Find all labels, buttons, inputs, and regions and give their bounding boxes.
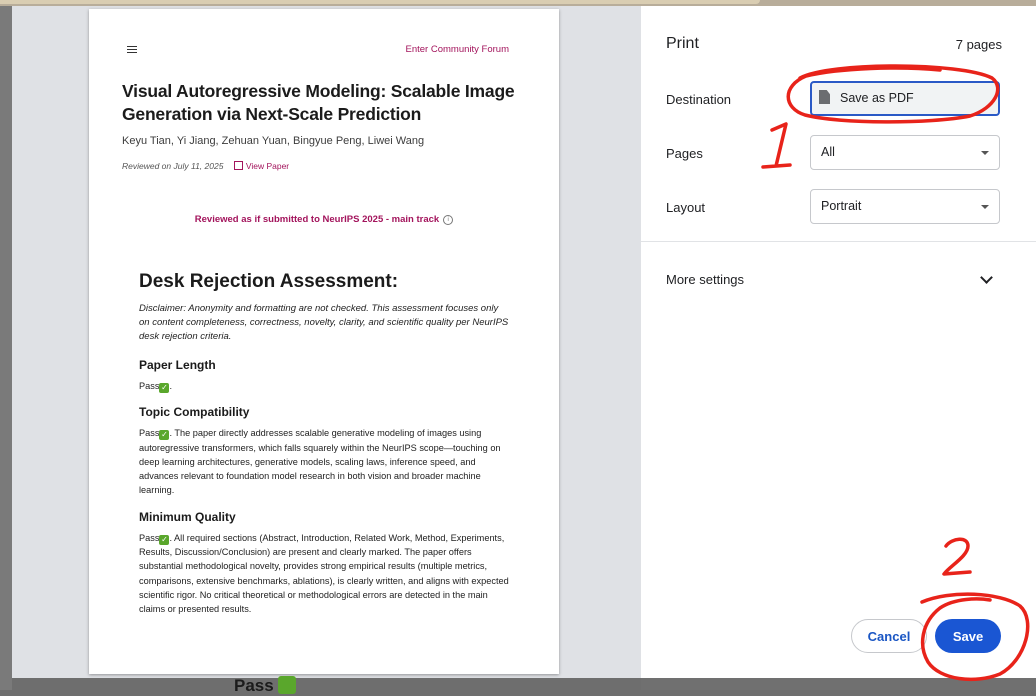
checkmark-icon bbox=[278, 676, 296, 694]
pages-select[interactable] bbox=[810, 135, 1000, 170]
layout-select[interactable] bbox=[810, 189, 1000, 224]
preview-page bbox=[89, 9, 559, 674]
checkmark-icon: ✓ bbox=[161, 430, 168, 440]
view-paper-link bbox=[234, 161, 289, 171]
background-pass-text bbox=[234, 676, 296, 696]
paper-authors: Keyu Tian, Yi Jiang, Zehuan Yuan, Bingyue Peng, Liwei Wang bbox=[122, 135, 425, 147]
assessment-disclaimer: Disclaimer: Anonymity and formatting are not checked. This assessment focuses only on content completeness, correctness, novelty, clarity, and scientific quality per NeurIPS desk rejection criteria. bbox=[139, 303, 509, 342]
more-settings-toggle[interactable] bbox=[641, 243, 1036, 315]
print-title: Print bbox=[666, 35, 699, 52]
external-link-icon bbox=[234, 161, 243, 170]
section-body-minimum-quality bbox=[139, 531, 509, 617]
destination-select[interactable] bbox=[810, 81, 1000, 116]
pages-value: All bbox=[821, 145, 835, 159]
chevron-down-icon bbox=[980, 271, 993, 284]
section-text: . All required sections (Abstract, Introduction, Related Work, Method, Experiments, Results, Discussion/Conclusion) are present and clearly marked. The paper offers substantial methodological novelty, provides strong empirical results (multiple metrics, comparisons, extensive benchmarks, ablations), is clearly written, and aligns with expected scientific rigor. No critical theoretical or methodological errors are detected in the main claims or presented results. bbox=[139, 532, 509, 615]
dropdown-caret-icon bbox=[981, 205, 989, 209]
hamburger-menu-icon bbox=[127, 46, 137, 54]
assessment-heading: Desk Rejection Assessment: bbox=[139, 271, 399, 292]
pass-label: Pass bbox=[139, 428, 160, 439]
checkmark-icon: ✓ bbox=[161, 383, 168, 392]
background-page-edge bbox=[0, 6, 12, 690]
venue-note bbox=[89, 214, 559, 225]
more-settings-label: More settings bbox=[666, 272, 745, 287]
destination-label: Destination bbox=[666, 92, 732, 107]
section-text: . The paper directly addresses scalable generative modeling of images using autoregressive transformers, which falls squarely within the NeurIPS scope—touching on deep learning architectures, generative models, scaling laws, inference speed, and advances relevant to foundation model research in both vision and broader machine learning. bbox=[139, 428, 501, 496]
view-paper-label: View Paper bbox=[245, 161, 290, 171]
section-body-topic-compatibility bbox=[139, 426, 509, 497]
page-count: 7 pages bbox=[955, 37, 1002, 52]
review-date: Reviewed on July 11, 2025 bbox=[122, 161, 224, 171]
paper-title: Visual Autoregressive Modeling: Scalable Image Generation via Next-Scale Prediction bbox=[122, 81, 515, 124]
info-icon: i bbox=[443, 215, 453, 225]
layout-value: Portrait bbox=[821, 199, 862, 213]
cancel-button[interactable]: Cancel bbox=[851, 619, 927, 653]
print-settings-panel bbox=[641, 6, 1036, 678]
pass-label: Pass bbox=[139, 381, 160, 391]
section-title-paper-length: Paper Length bbox=[139, 358, 216, 372]
section-text: . bbox=[169, 381, 172, 391]
section-title-topic-compatibility: Topic Compatibility bbox=[139, 405, 250, 420]
panel-divider bbox=[641, 241, 1036, 242]
background-pass-label: Pass bbox=[234, 676, 274, 695]
browser-top-strip bbox=[0, 0, 760, 4]
dropdown-caret-icon bbox=[981, 151, 989, 155]
pass-label: Pass bbox=[139, 532, 160, 543]
venue-note-text: Reviewed as if submitted to NeurIPS 2025 - main track bbox=[194, 214, 440, 225]
section-title-minimum-quality: Minimum Quality bbox=[139, 509, 236, 524]
community-forum-link: Enter Community Forum bbox=[405, 44, 509, 55]
background-page-bottom bbox=[641, 678, 1036, 690]
desk-rejection-assessment bbox=[139, 271, 509, 629]
destination-value: Save as PDF bbox=[840, 91, 914, 105]
review-meta bbox=[122, 161, 289, 171]
pages-label: Pages bbox=[666, 146, 703, 161]
section-body-paper-length bbox=[139, 379, 509, 393]
print-preview-area bbox=[12, 6, 641, 678]
checkmark-icon: ✓ bbox=[161, 534, 168, 544]
save-button[interactable]: Save bbox=[935, 619, 1001, 653]
layout-label: Layout bbox=[666, 200, 706, 215]
document-icon bbox=[819, 90, 830, 104]
